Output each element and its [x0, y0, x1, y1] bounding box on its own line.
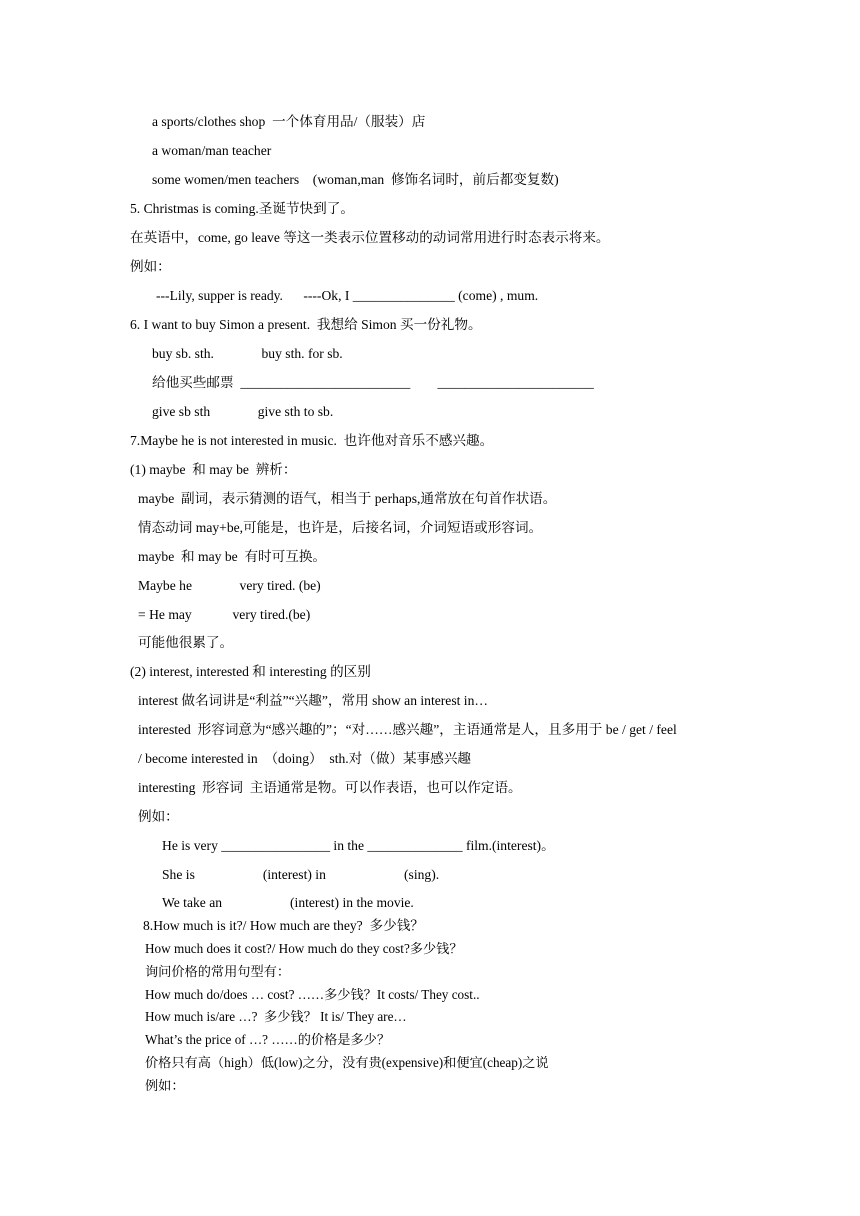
text-line: a woman/man teacher — [152, 143, 272, 158]
text-line: some women/men teachers (woman,man 修饰名词时，前后都变复数) — [152, 172, 559, 187]
text-line: 可能他很累了。 — [138, 635, 234, 650]
exercise-line: 给他买些邮票 _________________________ _______________________ — [152, 375, 594, 390]
exercise-line: ---Lily, supper is ready. ----Ok, I _______________ (come) , mum. — [156, 288, 539, 303]
exercise-line: She is (interest) in (sing). — [162, 867, 440, 882]
text-line: 例如： — [138, 809, 179, 824]
text-line: 例如： — [145, 1078, 185, 1093]
text-line: buy sb. sth. buy sth. for sb. — [152, 346, 343, 361]
text-line: a sports/clothes shop 一个体育用品/（服装）店 — [152, 114, 426, 129]
text-line: maybe 副词，表示猜测的语气，相当于 perhaps,通常放在句首作状语。 — [138, 491, 557, 506]
text-line: interesting 形容词 主语通常是物。可以作表语，也可以作定语。 — [138, 780, 522, 795]
text-line: / become interested in （doing） sth.对（做）某事感兴趣 — [138, 751, 472, 766]
section-heading-5: 5. Christmas is coming.圣诞节快到了。 — [130, 201, 354, 216]
text-line: What’s the price of …? ……的价格是多少？ — [145, 1032, 391, 1047]
text-line: 询问价格的常用句型有： — [145, 964, 291, 979]
text-line: interested 形容词意为“感兴趣的”；“对……感兴趣”，主语通常是人，且多用于 be / get / feel — [138, 722, 677, 737]
section-heading-6: 6. I want to buy Simon a present. 我想给 Simon 买一份礼物。 — [130, 317, 482, 332]
text-line: 价格只有高（high）低(low)之分，没有贵(expensive)和便宜(cheap)之说 — [145, 1055, 549, 1070]
section-heading-8: 8.How much is it?/ How much are they? 多少钱？ — [143, 918, 424, 933]
text-line: maybe 和 may be 有时可互换。 — [138, 549, 327, 564]
text-line: How much is/are …? 多少钱？ It is/ They are… — [145, 1009, 407, 1024]
text-line: 情态动词 may+be,可能是，也许是，后接名词，介词短语或形容词。 — [138, 520, 543, 535]
section-heading-7: 7.Maybe he is not interested in music. 也许他对音乐不感兴趣。 — [130, 433, 494, 448]
exercise-line: He is very ________________ in the ______________ film.(interest)。 — [162, 838, 555, 853]
text-line: interest 做名词讲是“利益”“兴趣”，常用 show an interest in… — [138, 693, 488, 708]
text-line: How much does it cost?/ How much do they cost?多少钱？ — [145, 941, 463, 956]
text-line: give sb sth give sth to sb. — [152, 404, 334, 419]
exercise-line: = He may very tired.(be) — [138, 607, 311, 622]
exercise-line: We take an (interest) in the movie. — [162, 895, 414, 910]
exercise-line: Maybe he very tired. (be) — [138, 578, 321, 593]
text-line: 在英语中，come, go leave 等这一类表示位置移动的动词常用进行时态表示将来。 — [130, 230, 610, 245]
text-line: How much do/does … cost? ……多少钱？It costs/ They cost.. — [145, 987, 480, 1002]
subheading: (1) maybe 和 may be 辨析： — [130, 462, 297, 477]
text-line: 例如： — [130, 259, 171, 274]
subheading: (2) interest, interested 和 interesting 的区别 — [130, 664, 371, 679]
